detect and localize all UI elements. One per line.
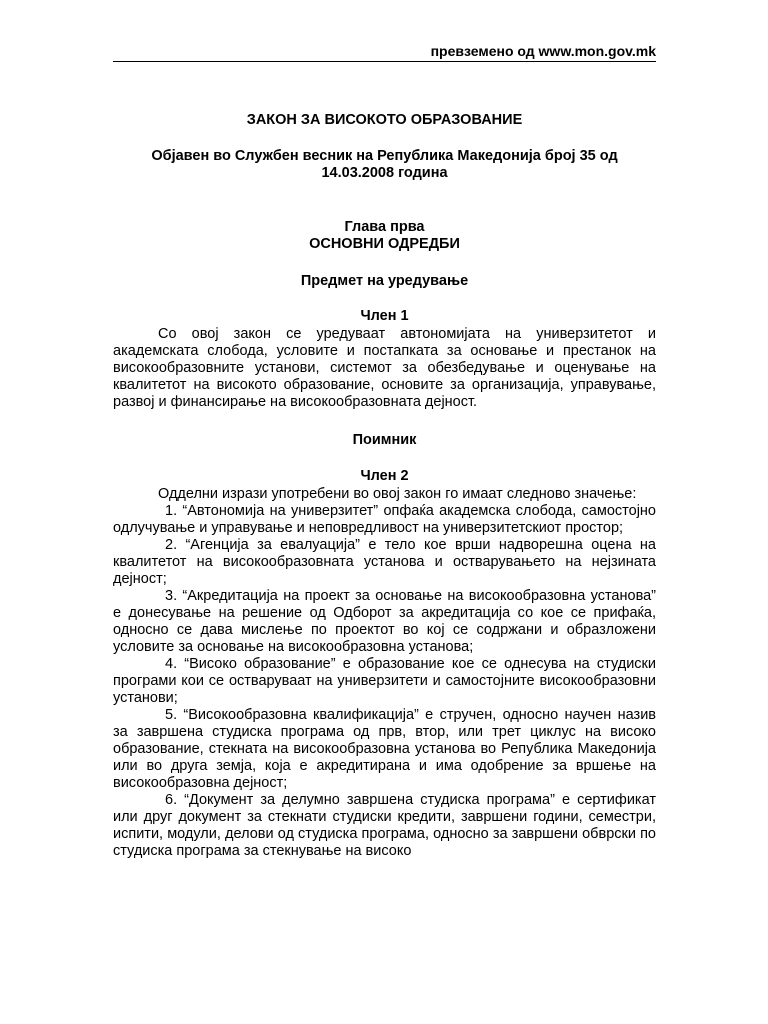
definition-item: 4. “Високо образование” е образование кое се однесува на студиски програми кои се остваруваат на универзитети и самостојните високообразовни установи; bbox=[113, 656, 656, 706]
publication-line-2: 14.03.2008 година bbox=[321, 165, 448, 181]
law-title: ЗАКОН ЗА ВИСОКОТО ОБРАЗОВАНИЕ bbox=[246, 112, 523, 128]
document-page bbox=[113, 0, 656, 1024]
definition-item: 2. “Агенција за евалуација” е тело кое врши надворешна оцена на квалитетот на високообразовната установа и остварувањето на нејзината дејност; bbox=[113, 537, 656, 587]
definition-item: 3. “Акредитација на проект за основање на високообразовна установа” е донесување на решение од Одборот за акредитација со кое се прифаќа, односно се дава мислење по проектот во кој се содржани и образложени условите за основање на високообразовна установа; bbox=[113, 588, 656, 655]
section-heading-subject: Предмет на уредување bbox=[300, 273, 469, 289]
section-heading-glossary: Поимник bbox=[352, 432, 417, 448]
article-1-paragraph: Со овој закон се уредуваат автономијата на универзитетот и академската слобода, условите и постапката за основање и престанок на високообразовните установи, системот за обезбедување и оценување на квалитетот на високото образование, основите за организација, управување, развој и финансирање на високообразовната дејност. bbox=[113, 326, 656, 410]
source-note: превземено од www.mon.gov.mk bbox=[430, 43, 656, 59]
article-1-heading: Член 1 bbox=[360, 308, 409, 324]
article-2-intro: Одделни изрази употребени во овој закон го имаат следново значење: bbox=[158, 486, 637, 502]
article-1-body bbox=[113, 326, 656, 411]
header-divider bbox=[113, 61, 656, 62]
definition-item: 6. “Документ за делумно завршена студиска програма” е сертификат или друг документ за стекнати студиски кредити, завршени години, семестри, испити, модули, делови од студиска програма, односно за завршени обврски по студиска програма за стекнување на високо bbox=[113, 792, 656, 859]
article-2-body bbox=[113, 486, 656, 860]
article-2-heading: Член 2 bbox=[360, 468, 409, 484]
definition-item: 5. “Високообразовна квалификација” е стручен, односно научен назив за завршена студиска програма од прв, втор, или трет циклус на високо образование, стекната на високообразовна установа во Република Македонија или во друга земја, која е акредитирана и има одобрение за вршење на високообразовна дејност; bbox=[113, 707, 656, 791]
chapter-label: Глава прва bbox=[344, 219, 425, 235]
definition-item: 1. “Автономија на универзитет” опфаќа академска слобода, самостојно одлучување и управување и неповредливост на универзитетскиот простор; bbox=[113, 503, 656, 536]
publication-line-1: Објавен во Службен весник на Република Македонија број 35 од bbox=[151, 148, 618, 164]
chapter-name: ОСНОВНИ ОДРЕДБИ bbox=[309, 236, 460, 252]
